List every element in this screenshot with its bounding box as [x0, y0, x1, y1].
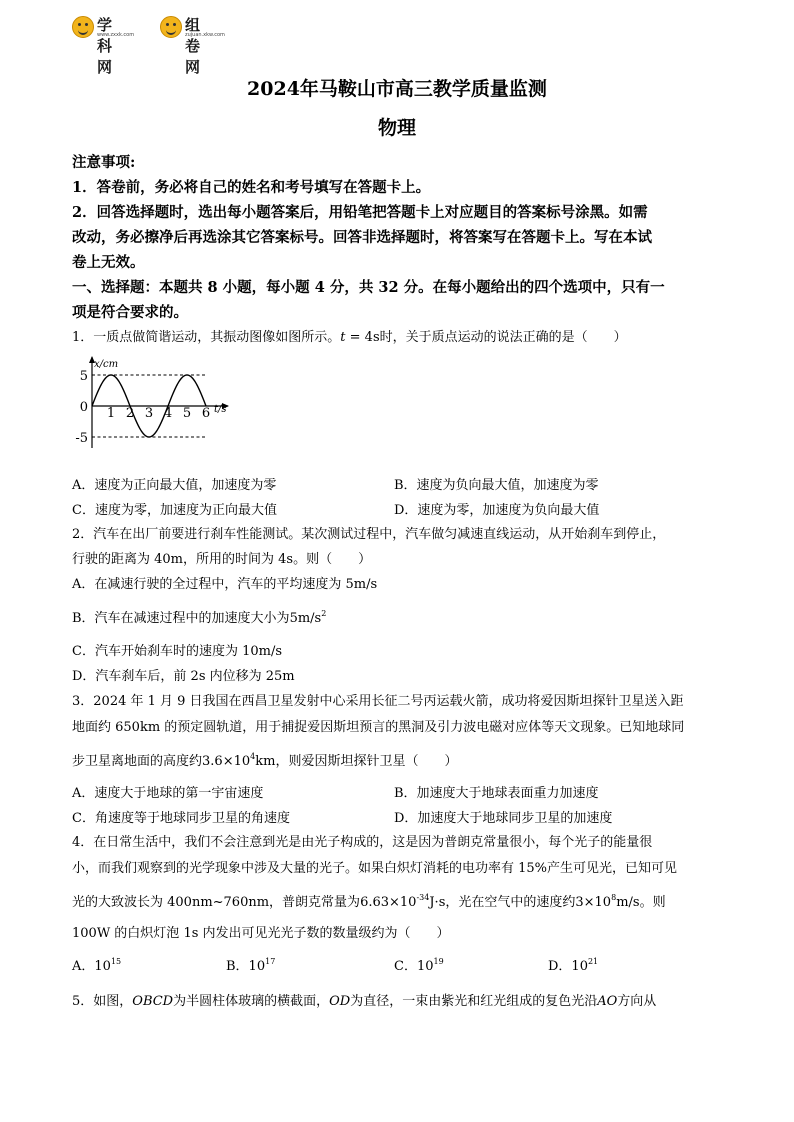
notice-heading: 注意事项: — [72, 154, 136, 171]
y-tick-label: 0 — [79, 400, 88, 415]
logo-name: 学科网 — [97, 16, 113, 76]
q4-option-d — [548, 955, 598, 974]
x-tick-label: 5 — [182, 406, 192, 421]
q4-stem-line-4: 100W 的白炽灯泡 1s 内发出可见光光子数的数量级约为（ ） — [72, 926, 450, 941]
q5-stem-line-1 — [72, 990, 656, 1009]
q1-option-d: D．速度为零，加速度为负向最大值 — [394, 503, 600, 518]
q4-stem-line-2: 小，而我们观察到的光学现象中涉及大量的光子。如果白炽灯消耗的电功率有 15%产生可见光，已知可见 — [72, 861, 678, 876]
q5-variable-ao: AO — [597, 994, 618, 1009]
x-axis-label: t/s — [214, 404, 227, 415]
q3-stem-line-3 — [72, 750, 457, 769]
q3-stem-line-2: 地面约 650km 的预定圆轨道，用于捕捉爱因斯坦预言的黑洞及引力波电磁对应体等天文现象。已知地球同 — [72, 720, 685, 735]
q3-text-2: ，则爱因斯坦探针卫星（ ） — [275, 754, 458, 769]
x-tick-label: 4 — [163, 406, 173, 421]
q4-option-b-exponent: 17 — [265, 957, 276, 966]
section-heading-line-2: 项是符合要求的。 — [72, 304, 188, 321]
q3-height-value: 3.6×10 — [202, 754, 251, 769]
q3-option-c: C．角速度等于地球同步卫星的角速度 — [72, 811, 290, 826]
q1-t-value: = 4s — [345, 330, 380, 345]
q4-planck-unit: J·s — [429, 895, 446, 910]
q4-text: 光的大致波长为 400nm~760nm，普朗克常量为 — [72, 895, 361, 910]
q2-stem-line-1: 2．汽车在出厂前要进行刹车性能测试。某次测试过程中，汽车做匀减速直线运动，从开始刹车到停止， — [72, 527, 666, 542]
q1-stem-text-2: 时，关于质点运动的说法正确的是（ ） — [379, 330, 627, 345]
q1-option-a: A．速度为正向最大值，加速度为零 — [72, 478, 277, 493]
q3-stem-line-1: 3．2024 年 1 月 9 日我国在西昌卫星发射中心采用长征二号丙运载火箭，成功将爱因斯坦探针卫星送入距 — [72, 694, 684, 709]
q2-option-b-text: B．汽车在减速过程中的加速度大小为 — [72, 611, 290, 626]
notice-item-2-line-3: 卷上无效。 — [72, 254, 145, 271]
q2-option-b-value: 5m/s — [289, 611, 322, 626]
x-tick-label: 1 — [106, 406, 116, 421]
q4-option-a-text: A．10 — [72, 959, 111, 974]
q4-option-c — [394, 955, 444, 974]
q4-light-speed-value: 3×10 — [575, 895, 612, 910]
q4-option-c-text: C．10 — [394, 959, 434, 974]
q4-option-a — [72, 955, 121, 974]
q5-text-4: 方向从 — [617, 994, 657, 1009]
q2-option-a: A．在减速行驶的全过程中，汽车的平均速度为 5m/s — [72, 577, 378, 592]
q1-option-c: C．速度为零，加速度为正向最大值 — [72, 503, 277, 518]
notice-item-2-line-1: 2．回答选择题时，选出每小题答案后，用铅笔把答题卡上对应题目的答案标号涂黑。如需 — [72, 204, 648, 221]
q2-option-d: D．汽车刹车后，前 2s 内位移为 25m — [72, 669, 295, 684]
q3-text: 步卫星离地面的高度约 — [72, 754, 203, 769]
q4-option-b-text: B．10 — [226, 959, 266, 974]
q2-option-b — [72, 607, 326, 626]
logo-url: zujuan.xkw.com — [185, 32, 225, 38]
y-tick-label: 5 — [79, 369, 88, 384]
x-tick-label: 6 — [201, 406, 211, 421]
x-tick-label: 2 — [125, 406, 135, 421]
q4-option-d-text: D．10 — [548, 959, 588, 974]
q4-option-b — [226, 955, 275, 974]
q4-option-c-exponent: 19 — [433, 957, 444, 966]
q4-option-a-exponent: 15 — [110, 957, 122, 966]
exam-title: 2024年马鞍山市高三教学质量监测 — [247, 78, 547, 100]
q4-light-speed-exponent: 8 — [611, 893, 617, 902]
q4-stem-line-3 — [72, 891, 666, 910]
q4-light-speed-unit: m/s — [616, 895, 640, 910]
logo-url: www.zxxk.com — [97, 32, 135, 38]
q1-stem-text: 1．一质点做简谐运动，其振动图像如图所示。 — [72, 330, 341, 345]
q4-text-3: 。则 — [639, 895, 666, 910]
smiley-icon — [160, 16, 182, 38]
section-heading-line-1: 一、选择题：本题共 8 小题，每小题 4 分，共 32 分。在每小题给出的四个选项中，只有一 — [72, 279, 665, 296]
q5-variable-od: OD — [329, 994, 351, 1009]
q3-height-exponent: 4 — [250, 752, 256, 761]
y-tick-label: -5 — [75, 431, 88, 446]
q1-stem — [72, 326, 627, 345]
q2-stem-line-2: 行驶的距离为 40m，所用的时间为 4s。则（ ） — [72, 552, 372, 567]
q3-option-d: D．加速度大于地球同步卫星的加速度 — [394, 811, 613, 826]
q3-option-a: A．速度大于地球的第一宇宙速度 — [72, 786, 264, 801]
q1-t-variable: t — [340, 330, 346, 345]
q4-stem-line-1: 4．在日常生活中，我们不会注意到光是由光子构成的，这是因为普朗克常量很小，每个光子的能量很 — [72, 835, 653, 850]
q5-text-2: 为半圆柱体玻璃的横截面， — [173, 994, 330, 1009]
y-axis-label: x/cm — [94, 359, 119, 370]
x-tick-label: 3 — [144, 406, 154, 421]
notice-item-2-line-2: 改动，务必擦净后再选涂其它答案标号。回答非选择题时，将答案写在答题卡上。写在本试 — [72, 229, 652, 246]
q2-option-b-exponent: 2 — [321, 609, 327, 618]
q4-option-d-exponent: 21 — [587, 957, 599, 966]
q3-height-unit: km — [255, 754, 276, 769]
q5-variable-obcd: OBCD — [132, 994, 174, 1009]
q4-planck-exponent: -34 — [416, 893, 430, 902]
q4-text-2: ，光在空气中的速度约 — [445, 895, 576, 910]
logo-name: 组卷网 — [185, 16, 201, 76]
q5-text-3: 为直径，一束由紫光和红光组成的复色光沿 — [350, 994, 598, 1009]
q4-planck-value: 6.63×10 — [360, 895, 417, 910]
q5-text: 5．如图， — [72, 994, 133, 1009]
smiley-icon — [72, 16, 94, 38]
q1-option-b: B．速度为负向最大值，加速度为零 — [394, 478, 599, 493]
vibration-graph — [70, 348, 240, 448]
q3-option-b: B．加速度大于地球表面重力加速度 — [394, 786, 599, 801]
q2-option-c: C．汽车开始刹车时的速度为 10m/s — [72, 644, 282, 659]
notice-item-1: 1．答卷前，务必将自己的姓名和考号填写在答题卡上。 — [72, 179, 431, 196]
subject-title: 物理 — [377, 117, 416, 139]
